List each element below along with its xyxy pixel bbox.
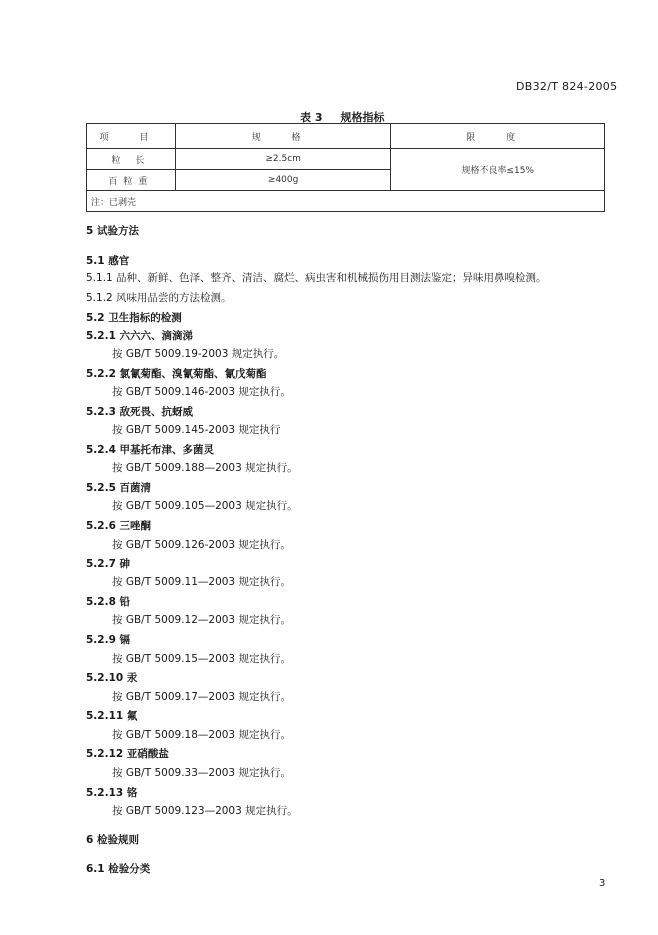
section-heading: 5.2.6 三唑酮 [86, 520, 152, 532]
body-paragraph: 按 GB/T 5009.15—2003 规定执行。 [112, 653, 291, 665]
section-heading: 5.2.13 铬 [86, 787, 138, 799]
body-paragraph: 按 GB/T 5009.12—2003 规定执行。 [112, 614, 291, 626]
body-paragraph: 按 GB/T 5009.145-2003 规定执行 [112, 424, 281, 436]
cell-spec: ≥2.5cm [175, 149, 391, 170]
body-paragraph: 按 GB/T 5009.18—2003 规定执行。 [112, 729, 291, 741]
body-paragraph: 按 GB/T 5009.11—2003 规定执行。 [112, 576, 291, 588]
header-limit: 限 度 [391, 124, 605, 149]
table-caption-number: 表 3 [300, 111, 323, 124]
body-paragraph: 按 GB/T 5009.123—2003 规定执行。 [112, 805, 298, 817]
body-paragraph: 按 GB/T 5009.146-2003 规定执行。 [112, 386, 291, 398]
body-paragraph: 按 GB/T 5009.188—2003 规定执行。 [112, 462, 298, 474]
section-heading: 5.2.9 镉 [86, 634, 131, 646]
page-number: 3 [599, 878, 606, 889]
cell-limit: 规格不良率≤15% [391, 149, 605, 191]
section-heading: 5.2.8 铅 [86, 596, 131, 608]
section-heading: 5 试验方法 [86, 225, 139, 237]
table-header-row [87, 124, 605, 149]
section-heading: 5.2.7 砷 [86, 558, 131, 570]
body-paragraph: 按 GB/T 5009.17—2003 规定执行。 [112, 691, 291, 703]
cell-item: 粒 长 [87, 149, 176, 170]
section-heading: 6.1 检验分类 [86, 863, 151, 875]
section-heading: 6 检验规则 [86, 834, 139, 846]
section-heading: 5.1.1 品种、新鲜、色泽、整齐、清洁、腐烂、病虫害和机械损伤用目测法鉴定；异味用鼻嗅检测。 [86, 272, 547, 284]
header-spec: 规 格 [175, 124, 391, 149]
section-heading: 5.1.2 风味用品尝的方法检测。 [86, 292, 232, 304]
body-paragraph: 按 GB/T 5009.126-2003 规定执行。 [112, 539, 291, 551]
standard-code: DB32/T 824-2005 [516, 80, 618, 93]
section-heading: 5.2.1 六六六、滴滴涕 [86, 330, 194, 342]
cell-item: 百粒重 [87, 170, 176, 191]
cell-spec: ≥400g [175, 170, 391, 191]
spec-table [86, 123, 605, 212]
section-heading: 5.2 卫生指标的检测 [86, 312, 182, 324]
section-heading: 5.2.5 百菌清 [86, 482, 152, 494]
table-row [87, 149, 605, 170]
section-heading: 5.2.2 氯氰菊酯、溴氰菊酯、氰戊菊酯 [86, 368, 267, 380]
section-heading: 5.2.4 甲基托布津、多菌灵 [86, 444, 215, 456]
header-item: 项 目 [87, 124, 176, 149]
body-paragraph: 按 GB/T 5009.33—2003 规定执行。 [112, 767, 291, 779]
section-heading: 5.2.10 汞 [86, 672, 138, 684]
section-heading: 5.2.3 敌死畏、抗蚜威 [86, 406, 194, 418]
table-caption-title: 规格指标 [340, 111, 385, 124]
section-heading: 5.2.12 亚硝酸盐 [86, 748, 169, 760]
section-heading: 5.1 感官 [86, 255, 130, 267]
section-heading: 5.2.11 氟 [86, 710, 138, 722]
table-note: 注：已剥壳 [87, 191, 605, 212]
table-note-row [87, 191, 605, 212]
body-paragraph: 按 GB/T 5009.105—2003 规定执行。 [112, 500, 298, 512]
body-paragraph: 按 GB/T 5009.19-2003 规定执行。 [112, 348, 285, 360]
